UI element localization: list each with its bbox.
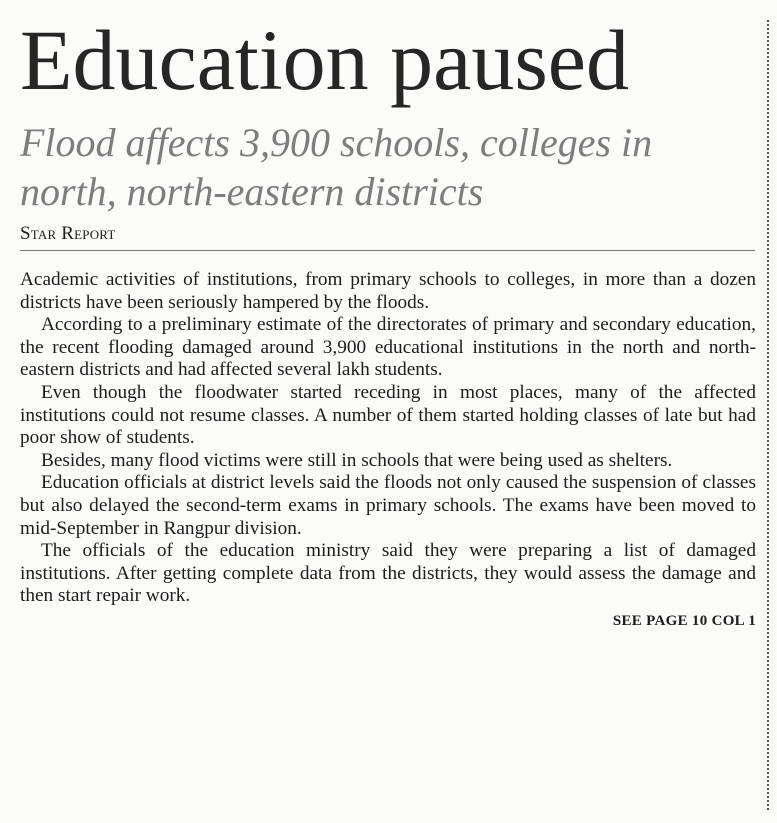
paragraph: Besides, many flood victims were still in schools that were being used as shelters. xyxy=(41,449,673,471)
article xyxy=(20,8,758,630)
column-divider xyxy=(767,20,769,810)
paragraph: According to a preliminary estimate of the directorates of primary and secondary education, the recent flooding damaged around 3,900 educational institutions in the north and north-eastern districts and had affected several lakh students. xyxy=(20,314,756,381)
headline: Education paused xyxy=(20,12,629,108)
subheadline: Flood affects 3,900 schools, colleges in north, north-eastern districts xyxy=(20,120,653,214)
paragraph: Even though the floodwater started receding in most places, many of the affected institutions could not resume classes. A number of them started holding classes of late but had poor show of students. xyxy=(20,381,756,449)
continuation-note: SEE PAGE 10 COL 1 xyxy=(612,612,756,629)
article-body xyxy=(20,269,756,608)
paragraph: Academic activities of institutions, from primary schools to colleges, in more than a dozen districts have been seriously hampered by the floods. xyxy=(20,269,756,313)
paragraph: The officials of the education ministry said they were preparing a list of damaged institutions. After getting complete data from the districts, they would assess the damage and then start repair work. xyxy=(20,540,756,607)
paragraph: Education officials at district levels said the floods not only caused the suspension of classes but also delayed the second-term exams in primary schools. The exams have been moved to mid-September in Rangpur division. xyxy=(20,472,756,539)
byline: Star Report xyxy=(20,223,755,251)
